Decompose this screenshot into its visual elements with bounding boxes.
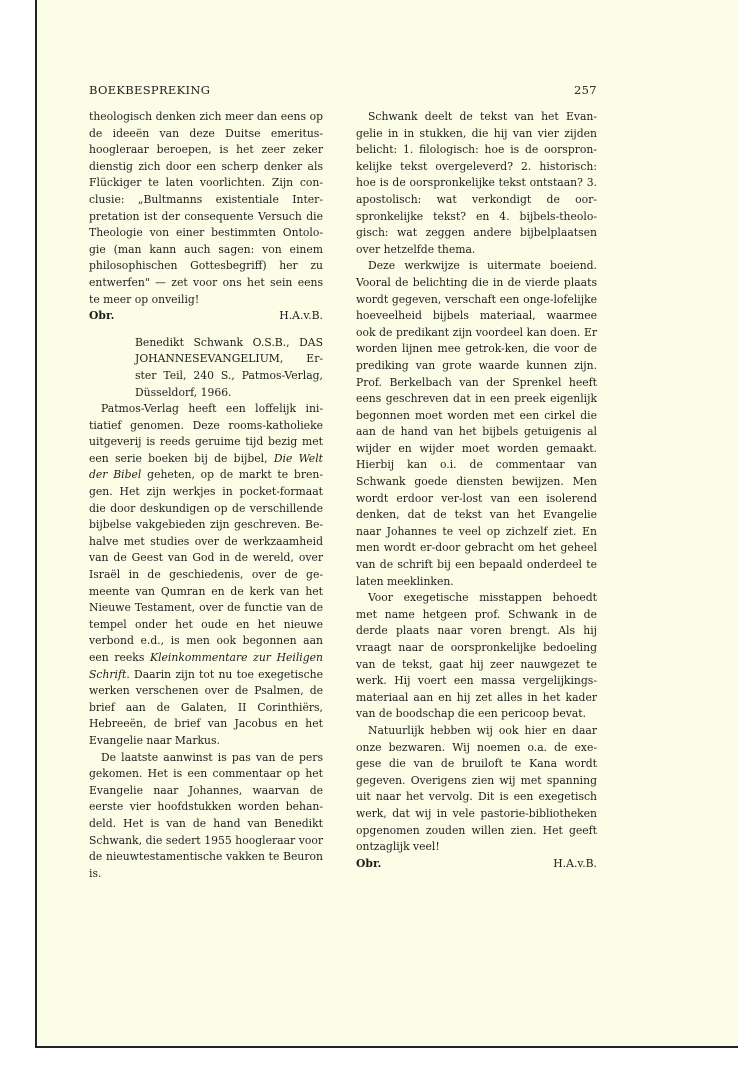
right-column (356, 109, 597, 872)
review-paragraph (89, 401, 323, 749)
text-segment: Daarin zijn tot nu toe exegetische werken verschenen over de Psalmen, de brief aan de Galaten, II Corinthiërs, Hebreeën, de brief van Jacobus en het Evangelie naar Markus. (89, 667, 323, 747)
running-header: BOEKBESPREKING (89, 83, 211, 97)
signoff (356, 856, 597, 873)
left-column (89, 109, 323, 882)
text-segment: Patmos-Verlag heeft een loffelijk ini-tiatief genomen. Deze rooms-katholieke uitgeverij is reeds geruime tijd bezig met een serie boeken bij de bijbel, (89, 402, 323, 465)
review-paragraph: Schwank deelt de tekst van het Evan-gelie in in stukken, die hij van vier zijden belicht: 1. filologisch: hoe is de oorspron-kelijke tekst overgeleverd? 2. historisch: hoe is de oorspronkelijke tekst ontstaan? 3. apostolisch: wat verkondigt de oor-spronkelijke tekst? en 4. bijbels-theolo-gisch: wat zeggen andere bijbelplaatsen over hetzelfde thema. (356, 110, 597, 256)
review-paragraph: theologisch denken zich meer dan eens op de ideeën van deze Duitse emeritus-hoogleraar beroepen, is het zeer zeker dienstig zich door een scherp denker als Flückiger te laten voorlichten. Zijn con-clusie: „Bultmanns existentiale Inter-pretation ist der consequente Versuch die Theologie von einer bestimmten Ontolo-gie (man kann auch sagen: von einem philosophischen Gottesbegriff) her zu entwerfen" — zet voor ons het sein eens te meer op onveilig! (89, 110, 323, 306)
review-paragraph: De laatste aanwinst is pas van de pers gekomen. Het is een commentaar op het Evangelie naar Johannes, waarvan de eerste vier hoofdstukken worden behan-deld. Het is van de hand van Benedikt Schwank, die sedert 1955 hoogleraar voor de nieuwtestamentische vakken te Beuron is. (89, 750, 323, 880)
review-paragraph: Voor exegetische misstappen behoedt met name hetgeen prof. Schwank in de derde plaats naar voren brengt. Als hij vraagt naar de oorspronkelijke bedoeling van de tekst, gaat hij zeer nauwgezet te werk. Hij voert een massa vergelijkings-materiaal aan en hij zet alles in het kader van de boodschap die een pericoop bevat. (356, 591, 597, 721)
series-title: Kleinkommentare zur Heiligen Schrift. (89, 651, 323, 681)
series-title: Die Welt der Bibel (89, 451, 323, 482)
book-citation: Benedikt Schwank O.S.B., DAS JOHANNESEVANGELIUM, Er-ster Teil, 240 S., Patmos-Verlag, Düsseldorf, 1966. (135, 335, 323, 399)
signoff-place: Obr. (356, 856, 382, 870)
signoff-initials: H.A.v.B. (279, 309, 323, 323)
page-number: 257 (574, 83, 597, 97)
signoff-initials: H.A.v.B. (553, 856, 597, 870)
signoff-place: Obr. (89, 309, 115, 323)
review-paragraph: Deze werkwijze is uitermate boeiend. Vooral de belichting die in de vierde plaats wordt gegeven, verschaft een onge-lofelijke hoeveelheid bijbels materiaal, waarmee ook de predikant zijn voordeel kan doen. Er worden lijnen mee getrok-ken, die voor de prediking van grote waarde kunnen zijn. Prof. Berkelbach van der Sprenkel heeft eens geschreven dat in een preek eigenlijk begonnen moet worden met een cirkel die aan de hand van het bijbels getuigenis al wijder en wijder moet worden gemaakt. Hierbij kan o.i. de commentaar van Schwank goede diensten bewijzen. Men wordt erdoor ver-lost van een isolerend denken, dat de tekst van het Evangelie naar Johannes te veel op zichzelf ziet. En men wordt er-door gebracht om het geheel van de schrift bij een bepaald onderdeel te laten meeklinken. (356, 259, 597, 588)
review-paragraph: Natuurlijk hebben wij ook hier en daar onze bezwaren. Wij noemen o.a. de exe-gese die van de bruiloft te Kana wordt gegeven. Overigens zien wij met spanning uit naar het vervolg. Dit is een exegetisch werk, dat wij in vele pastorie-bibliotheken opgenomen zouden willen zien. Het geeft ontzaglijk veel! (356, 723, 597, 854)
text-segment: geheten, op de markt te bren-gen. Het zijn werkjes in pocket-formaat die door deskundigen op de verschillende bijbelse vakgebieden zijn geschreven. Be-halve met studies over de werkzaamheid van de Geest van God in de wereld, over Israël in de geschiedenis, over de ge-meente van Qumran en de kerk van het Nieuwe Testament, over de functie van de tempel onder het oude en het nieuwe verbond e.d., is men ook begonnen aan een reeks (89, 468, 323, 664)
signoff (89, 308, 323, 325)
